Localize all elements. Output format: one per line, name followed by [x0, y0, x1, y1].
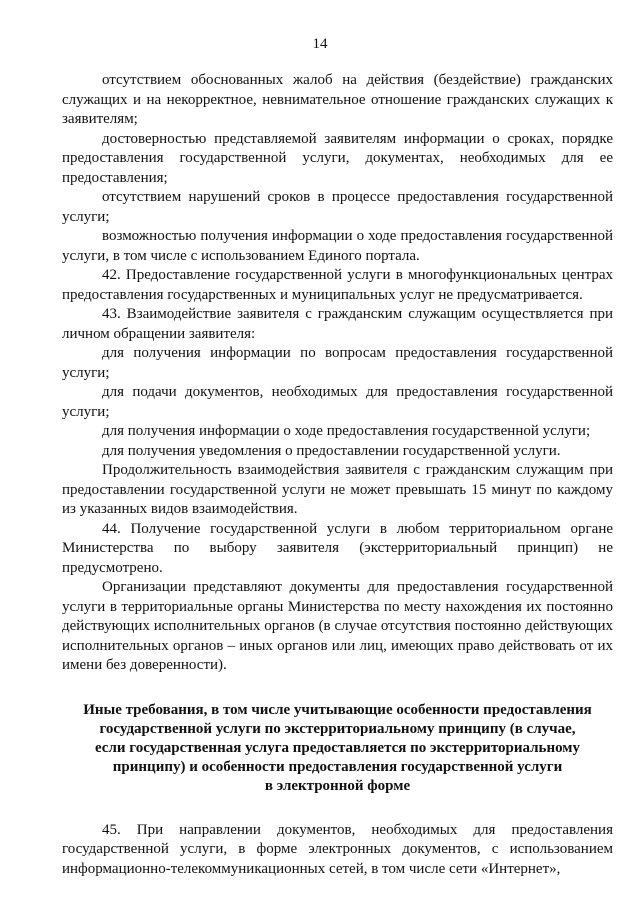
paragraph: 45. При направлении документов, необходимых для предоставления государственной услуги, в форме электронных документов, с использованием информационно-телекоммуникационных сетей, в том числе сети «Интернет»,	[62, 821, 613, 877]
document-body	[62, 71, 613, 879]
heading-line: в электронной форме	[264, 777, 411, 794]
paragraph: возможностью получения информации о ходе предоставления государственной услуги, в том числе с использованием Единого портала.	[62, 228, 613, 264]
section-heading	[62, 701, 613, 796]
paragraph: для получения информации по вопросам предоставления государственной услуги;	[62, 345, 613, 381]
paragraph: отсутствием обоснованных жалоб на действия (бездействие) гражданских служащих и на некорректное, невнимательное отношение гражданских служащих к заявителям;	[62, 72, 613, 127]
paragraph: Организации представляют документы для предоставления государственной услуги в территориальные органы Министерства по месту нахождения их постоянно действующих исполнительных органов (в случае отсутствия постоянно действующих исполнительных органов – иных органов или лиц, имеющих право действовать от их имени без доверенности).	[62, 579, 613, 673]
paragraph: 42. Предоставление государственной услуги в многофункциональных центрах предоставления государственных и муниципальных услуг не предусматривается.	[62, 267, 613, 303]
paragraph: 43. Взаимодействие заявителя с гражданским служащим осуществляется при личном обращении заявителя:	[62, 306, 613, 342]
paragraph: достоверностью представляемой заявителям информации о сроках, порядке предоставления государственной услуги, документах, необходимых для ее предоставления;	[62, 130, 613, 186]
paragraph: отсутствием нарушений сроков в процессе предоставления государственной услуги;	[62, 189, 613, 225]
paragraph: 44. Получение государственной услуги в любом территориальном органе Министерства по выбору заявителя (экстерриториальный принцип) не предусмотрено.	[62, 520, 613, 576]
heading-line: принципу) и особенности предоставления государственной услуги	[112, 758, 563, 775]
heading-line: Иные требования, в том числе учитывающие особенности предоставления	[83, 701, 592, 718]
paragraph: для получения информации о ходе предоставления государственной услуги;	[102, 423, 591, 439]
paragraph: для подачи документов, необходимых для предоставления государственной услуги;	[62, 384, 613, 420]
heading-line: государственной услуги по экстерриториальному принципу (в случае,	[99, 720, 576, 737]
paragraph: для получения уведомления о предоставлении государственной услуги.	[102, 442, 561, 459]
heading-line: если государственная услуга предоставляется по экстерриториальному	[94, 739, 581, 756]
page-number: 14	[312, 36, 328, 52]
paragraph: Продолжительность взаимодействия заявителя с гражданским служащим при предоставлении государственной услуги не может превышать 15 минут по каждому из указанных видов взаимодействия.	[62, 462, 613, 517]
